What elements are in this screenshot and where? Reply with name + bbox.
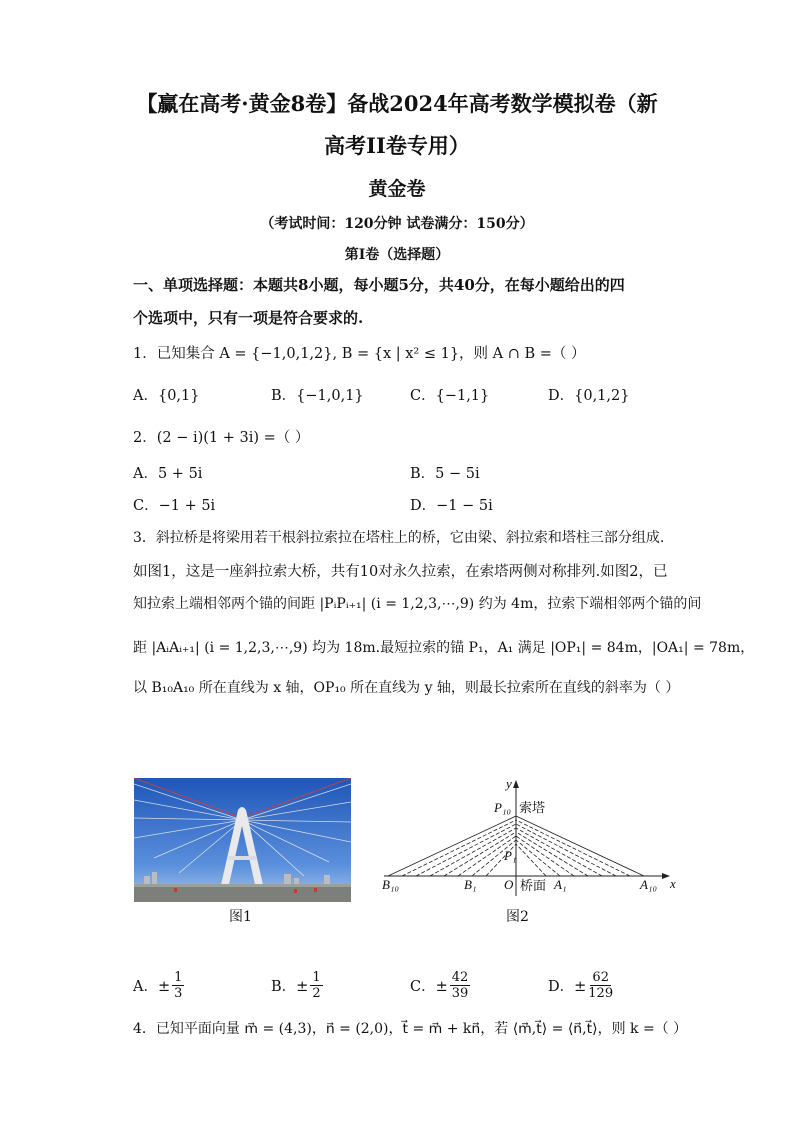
exam-info: （考试时间：120分钟 试卷满分：150分）	[260, 216, 534, 232]
fig2-label-x: x	[670, 876, 676, 891]
q3-option-d-numerator: 62	[592, 970, 609, 985]
q3-option-c-numerator: 42	[451, 970, 469, 985]
fig2-label-b1: B₁	[464, 877, 477, 892]
question-2-stem: 2．(2 − i)(1 + 3i) =（ ）	[133, 430, 310, 446]
figure-1-bridge-photo	[134, 778, 351, 902]
fig2-label-a1: A₁	[554, 877, 567, 892]
fig2-label-a10: A₁₀	[640, 877, 657, 892]
part-heading: 第I卷（选择题）	[344, 247, 450, 263]
q1-option-c: C．{−1,1}	[410, 388, 490, 404]
q1-option-d: D．{0,1,2}	[548, 388, 630, 404]
q1-option-a: A．{0,1}	[133, 388, 200, 404]
q2-option-a: A．5 + 5i	[133, 466, 203, 482]
section-heading-line2: 个选项中，只有一项是符合要求的.	[133, 309, 364, 327]
fig2-label-p10: P₁₀	[494, 800, 511, 815]
q3-option-b-numerator: 1	[312, 970, 321, 985]
q3-option-c-prefix: C．±	[410, 979, 448, 995]
q3-option-b	[271, 970, 323, 1001]
question-1-stem: 1．已知集合 A = {−1,0,1,2}, B = {x | x² ≤ 1}，则 A ∩ B =（ ）	[133, 346, 586, 362]
q1-option-b: B．{−1,0,1}	[271, 388, 364, 404]
fig2-label-o: O	[504, 877, 514, 892]
q3-option-d-denominator: 129	[588, 986, 614, 1001]
question-3-line-3: 知拉索上端相邻两个锚的间距 |PᵢPᵢ₊₁| (i = 1,2,3,⋯,9) 约为 4m，拉索下端相邻两个锚的间	[133, 596, 702, 612]
fig2-label-p1: P₁	[504, 848, 517, 863]
q3-option-d-prefix: D．±	[548, 979, 587, 995]
q3-option-c-denominator: 39	[451, 986, 469, 1001]
page-title-line2: 高考II卷专用）	[324, 133, 470, 158]
q3-option-a-prefix: A．±	[133, 979, 171, 995]
q2-option-d: D．−1 − 5i	[410, 498, 493, 514]
paper-subtitle: 黄金卷	[368, 178, 426, 200]
q3-option-b-denominator: 2	[312, 986, 321, 1001]
question-4-stem: 4．已知平面向量 m⃗ = (4,3)，n⃗ = (2,0)，t⃗ = m⃗ + kn⃗，若 ⟨m⃗,t⃗⟩ = ⟨n⃗,t⃗⟩，则 k =（ ）	[133, 1021, 688, 1037]
question-3-line-1: 3．斜拉桥是将梁用若干根斜拉索拉在塔柱上的桥，它由梁、斜拉索和塔柱三部分组成.	[133, 530, 665, 546]
q2-option-b: B．5 − 5i	[410, 466, 480, 482]
figure-1-caption: 图1	[229, 909, 252, 925]
fig2-label-tower: 索塔	[519, 800, 546, 815]
q2-option-c: C．−1 + 5i	[133, 498, 216, 514]
q3-option-d	[548, 970, 613, 1001]
q3-option-a-numerator: 1	[174, 970, 183, 985]
question-3-line-2: 如图1，这是一座斜拉索大桥，共有10对永久拉索，在索塔两侧对称排列.如图2，已	[133, 564, 668, 580]
fig2-label-y: y	[506, 776, 512, 791]
question-3-line-4: 距 |AᵢAᵢ₊₁| (i = 1,2,3,⋯,9) 均为 18m.最短拉索的锚 P₁，A₁ 满足 |OP₁| = 84m，|OA₁| = 78m，	[133, 640, 755, 656]
q3-option-c	[410, 970, 470, 1001]
question-3-line-5: 以 B₁₀A₁₀ 所在直线为 x 轴，OP₁₀ 所在直线为 y 轴，则最长拉索所在直线的斜率为（ ）	[133, 680, 680, 696]
fig2-label-b10: B₁₀	[382, 877, 399, 892]
q3-option-a-denominator: 3	[174, 986, 183, 1001]
figure-2-diagram	[378, 776, 678, 898]
page-title-line1: 【赢在高考·黄金8卷】备战2024年高考数学模拟卷（新	[136, 91, 658, 116]
figure-2-caption: 图2	[506, 909, 529, 925]
q3-option-a	[133, 970, 184, 1001]
section-heading-line1: 一、单项选择题：本题共8小题，每小题5分，共40分，在每小题给出的四	[133, 276, 625, 294]
fig2-label-deck: 桥面	[520, 878, 547, 893]
q3-option-b-prefix: B．±	[271, 979, 309, 995]
